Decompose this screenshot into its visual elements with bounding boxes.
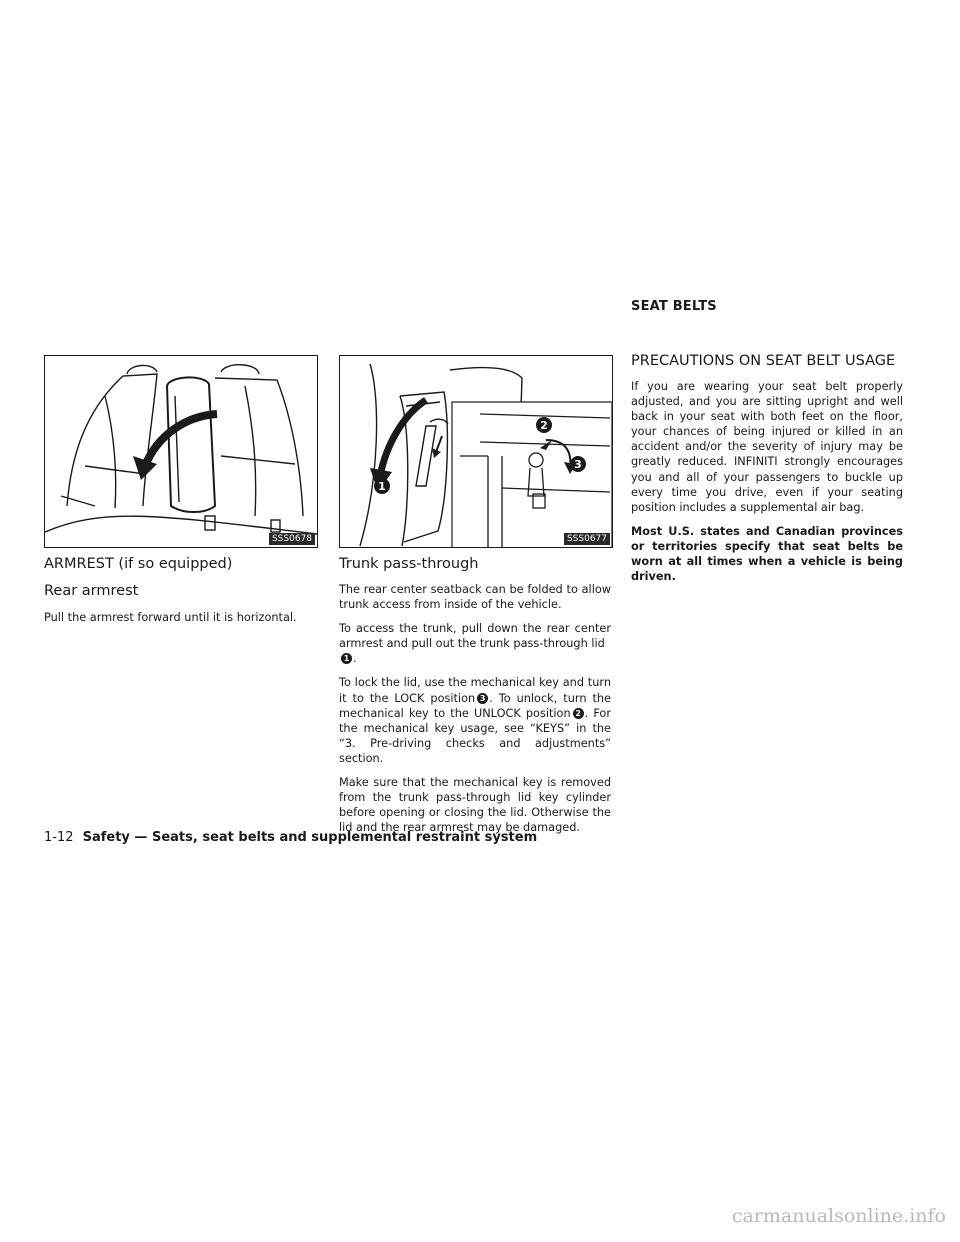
column-trunk xyxy=(339,556,611,844)
page-number: 1-12 xyxy=(44,830,74,845)
callout-2: 2 xyxy=(540,419,548,432)
trunk-illustration xyxy=(340,356,612,547)
figure-code: SSS0678 xyxy=(269,533,315,545)
trunk-p3-text-b: . To unlock, turn the mechanical key to the UNLOCK position xyxy=(339,691,611,720)
marker-2: 2 xyxy=(573,708,584,719)
armrest-figure xyxy=(44,355,318,548)
trunk-paragraph-4: Make sure that the mechanical key is removed from the trunk pass-through lid key cylinder before opening or closing the lid. Otherwise the lid and the rear armrest may be damaged. xyxy=(339,776,611,835)
trunk-p2-end: . xyxy=(353,652,357,666)
column-precautions xyxy=(631,353,903,593)
watermark: carmanualsonline.info xyxy=(731,1205,946,1227)
column-armrest xyxy=(44,556,316,634)
rear-armrest-subheading: Rear armrest xyxy=(44,583,139,599)
precautions-paragraph-1: If you are wearing your seat belt properly adjusted, and you are sitting upright and well back in your seat with both feet on the floor, your chances of being injured or killed in an accident and/or the severity of injury may be greatly reduced. INFINITI strongly encourages you and all of your passengers to buckle up every time you drive, even if your seating position includes a supplemental air bag. xyxy=(631,380,903,514)
trunk-paragraph-1: The rear center seatback can be folded to allow trunk access from inside of the vehicle. xyxy=(339,583,611,612)
trunk-p2-text: To access the trunk, pull down the rear center armrest and pull out the trunk pass-through lid xyxy=(339,622,611,651)
marker-1: 1 xyxy=(341,653,352,664)
armrest-heading: ARMREST (if so equipped) xyxy=(44,556,233,572)
trunk-heading: Trunk pass-through xyxy=(339,556,479,572)
callout-1: 1 xyxy=(378,480,386,493)
trunk-paragraph-3 xyxy=(339,675,611,766)
trunk-p3-text-a: To lock the lid, use the mechanical key and turn it to the LOCK position xyxy=(339,676,611,705)
trunk-paragraph-2 xyxy=(339,621,611,666)
callout-3: 3 xyxy=(574,458,582,471)
trunk-pass-through-figure xyxy=(339,355,613,548)
armrest-illustration xyxy=(45,356,317,547)
page-footer xyxy=(44,826,537,845)
marker-3: 3 xyxy=(477,693,488,704)
precautions-heading: PRECAUTIONS ON SEAT BELT USAGE xyxy=(631,353,896,369)
section-header: SEAT BELTS xyxy=(631,299,717,314)
precautions-paragraph-2: Most U.S. states and Canadian provinces or territories specify that seat belts be worn at all times when a vehicle is being driven. xyxy=(631,524,903,584)
armrest-paragraph: Pull the armrest forward until it is horizontal. xyxy=(44,611,297,624)
trunk-p3-text-c: . For the mechanical key usage, see “KEYS” in the “3. Pre-driving checks and adjustments” section. xyxy=(339,706,611,765)
chapter-title: Safety — Seats, seat belts and supplemental restraint system xyxy=(82,830,538,845)
figure-code: SSS0677 xyxy=(564,533,610,545)
